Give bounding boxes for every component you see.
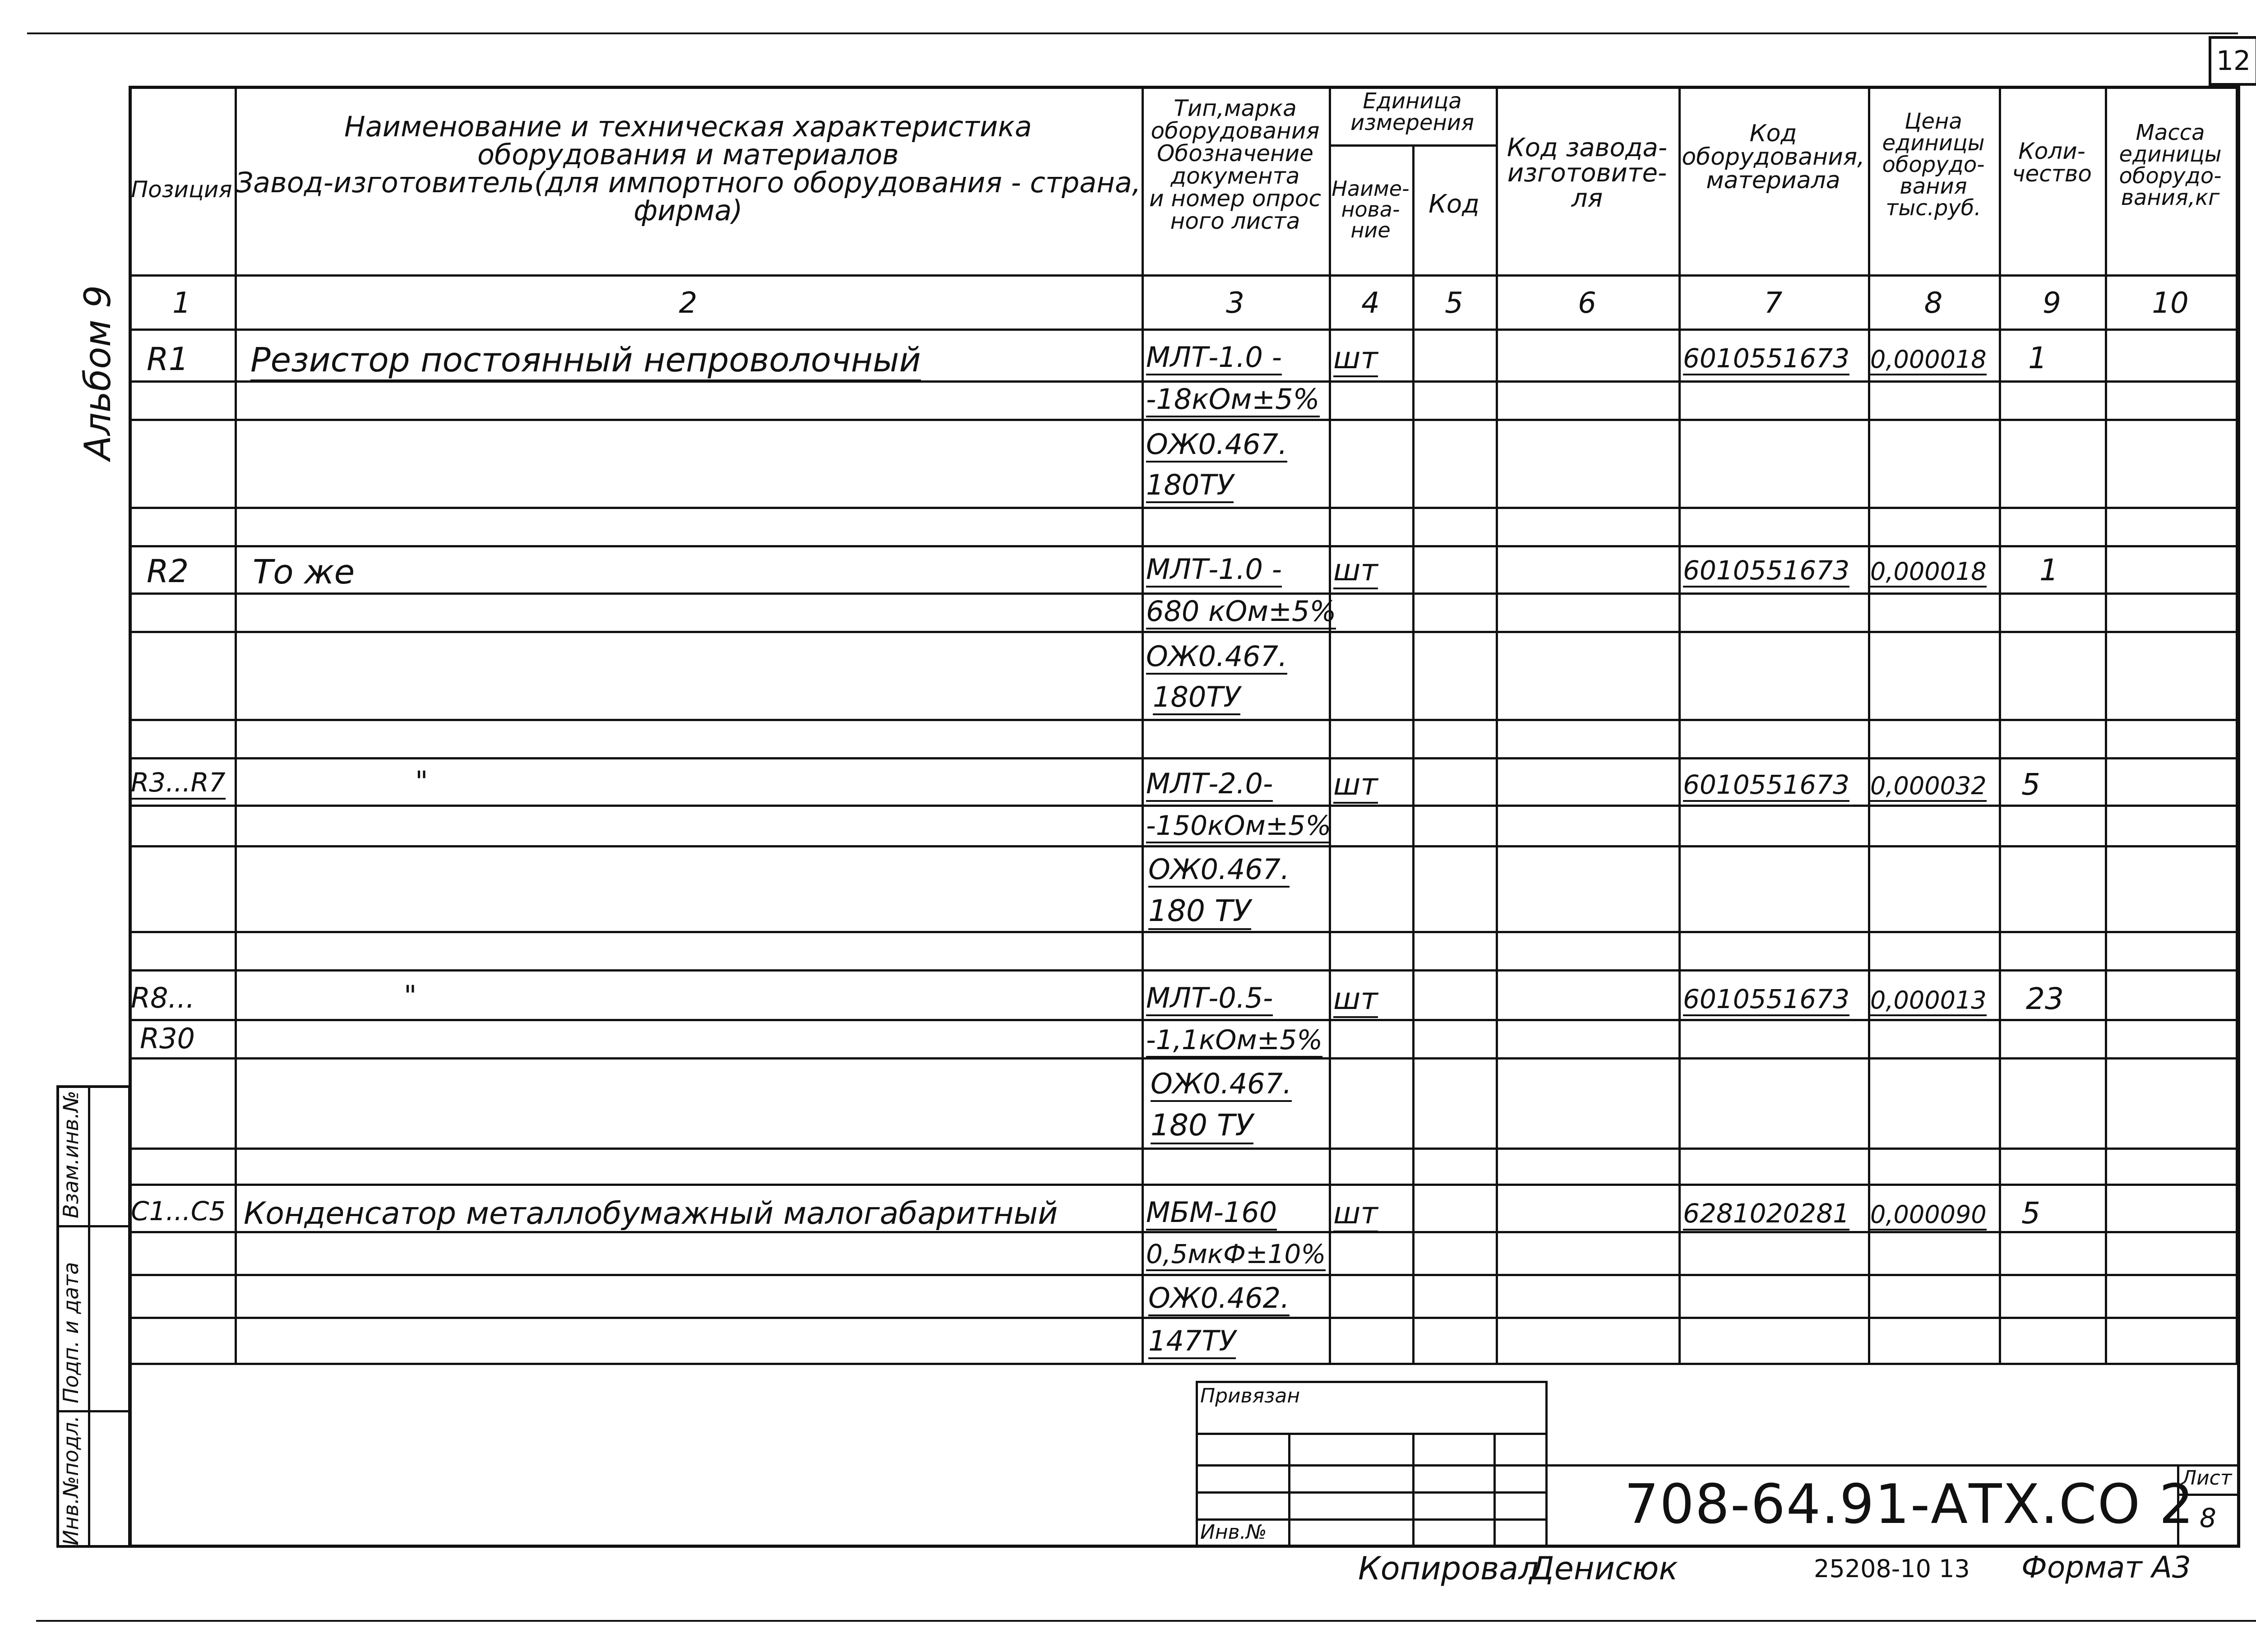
item-position: R8... [131, 981, 195, 1014]
item-type-line: -18кОм±5% [1146, 383, 1320, 417]
row-line [129, 1019, 2238, 1021]
item-type-line: ОЖ0.467. [1148, 853, 1290, 888]
corner-number: 12 [2216, 45, 2251, 77]
unit-group-line [1329, 144, 1496, 147]
footer-copier-name: Денисюк [1530, 1550, 1678, 1587]
item-unit: шт [1333, 553, 1378, 589]
row-line [129, 931, 2238, 933]
col-number-10: 10 [2152, 287, 2189, 320]
stamp-line [1288, 1433, 1290, 1548]
stamp-sheet-number: 8 [2200, 1503, 2216, 1533]
col-line [235, 86, 237, 1363]
item-qty: 1 [2039, 553, 2058, 588]
item-position: R3...R7 [131, 767, 226, 800]
col-line [1412, 144, 1415, 1363]
col-number-1: 1 [172, 287, 191, 320]
item-type-line: ОЖ0.467. [1146, 428, 1287, 463]
item-code: 6010551673 [1683, 343, 1849, 375]
item-qty: 5 [2021, 767, 2040, 802]
side-stamp-row-line [56, 1410, 131, 1412]
stamp-line [1196, 1433, 1545, 1435]
footer-order-number: 25208-10 13 [1814, 1555, 1970, 1583]
item-type-line: ОЖ0.467. [1146, 640, 1287, 675]
col-number-5: 5 [1445, 287, 1463, 320]
bottom-trim-line [36, 1620, 2256, 1622]
row-line [129, 419, 2238, 421]
row-line [129, 969, 2238, 972]
table-bottom-line [129, 1363, 2238, 1365]
item-name: Резистор постоянный непроволочный [250, 341, 921, 381]
footer-copied: Копировал [1358, 1550, 1539, 1587]
row-line [129, 1317, 2238, 1319]
item-type-line: МЛТ-1.0 - [1146, 553, 1282, 588]
header-col-price: Цена единицы оборудо- вания тыс.руб. [1882, 109, 1985, 221]
header-col-mass: Масса единицы оборудо- вания,кг [2119, 120, 2222, 210]
header-col-factory-code: Код завода- изготовите- ля [1507, 133, 1668, 213]
col-number-6: 6 [1578, 287, 1596, 320]
item-code: 6010551673 [1683, 769, 1849, 802]
stamp-inv-no: Инв.№ [1200, 1521, 1267, 1544]
item-type-line: -1,1кОм±5% [1146, 1024, 1322, 1058]
item-qty: 1 [2028, 341, 2047, 375]
stamp-line [1412, 1433, 1415, 1548]
header-col-unit-code: Код [1428, 190, 1479, 219]
stamp-privyazan: Привязан [1200, 1384, 1300, 1407]
col-number-7: 7 [1764, 287, 1783, 320]
stamp-line [1196, 1381, 1545, 1383]
header-col-name: Наименование и техническая характеристика оборудования и материалов Завод-изготовитель(для импортного оборудования - страна, фирма) [235, 110, 1141, 227]
item-code: 6010551673 [1683, 555, 1849, 588]
stamp-line [1493, 1433, 1496, 1548]
item-price: 0,000013 [1870, 986, 1987, 1016]
item-position: R1 [147, 341, 189, 378]
side-stamp-inv-podl: Инв.№подл. [59, 1415, 83, 1546]
row-line [129, 845, 2238, 847]
col-line [1868, 86, 1870, 1363]
row-line [129, 805, 2238, 807]
item-unit: шт [1333, 767, 1378, 804]
stamp-sheet-label: Лист [2182, 1467, 2232, 1490]
top-trim-line [27, 32, 2238, 34]
row-line [129, 757, 2238, 759]
item-type-line: 180ТУ [1146, 468, 1234, 503]
side-stamp-row-line [56, 1225, 131, 1227]
item-type-line: ОЖ0.462. [1148, 1282, 1290, 1316]
item-type-line: 147ТУ [1148, 1324, 1236, 1359]
stamp-line [1196, 1464, 1545, 1467]
col-number-4: 4 [1361, 287, 1380, 320]
col-line [1142, 86, 1144, 1363]
row-line [129, 507, 2238, 509]
item-unit: шт [1333, 981, 1378, 1018]
item-price: 0,000032 [1870, 772, 1987, 802]
item-code: 6281020281 [1683, 1198, 1849, 1231]
row-line [129, 545, 2238, 547]
row-line [129, 631, 2238, 633]
col-number-9: 9 [2043, 287, 2061, 320]
item-type-line: ОЖ0.467. [1151, 1067, 1292, 1102]
item-type-line: МЛТ-0.5- [1146, 981, 1273, 1016]
footer-format: Формат А3 [2021, 1550, 2191, 1585]
item-position: C1...C5 [131, 1196, 226, 1226]
item-type-line: -150кОм±5% [1146, 810, 1331, 843]
side-stamp-vzam-inv: Взам.инв.№ [59, 1090, 83, 1218]
header-bottom-line [129, 274, 2238, 277]
header-unit-group: Единица измерения [1350, 88, 1474, 135]
numbers-bottom-line [129, 329, 2238, 331]
side-stamp-podp-data: Подп. и дата [59, 1262, 83, 1403]
col-number-3: 3 [1226, 287, 1244, 320]
header-col-type: Тип,марка оборудования Обозначение документа и номер опрос ного листа [1149, 95, 1321, 234]
item-type-line: МБМ-160 [1146, 1196, 1277, 1231]
document-designation: 708-64.91-АТХ.СО 2 [1624, 1473, 2195, 1536]
item-price: 0,000018 [1870, 345, 1987, 375]
stamp-line [1196, 1491, 1545, 1494]
item-type-line: МЛТ-2.0- [1146, 767, 1273, 802]
row-line [129, 719, 2238, 721]
col-line [1496, 86, 1498, 1363]
row-line [129, 1184, 2238, 1186]
item-type-line: 180ТУ [1153, 680, 1240, 715]
header-col-unit-name: Наиме- нова- ние [1331, 176, 1410, 242]
item-qty: 23 [2026, 981, 2064, 1016]
item-name: То же [253, 553, 355, 592]
row-line [129, 1274, 2238, 1276]
header-col-equipment-code: Код оборудования, материала [1682, 120, 1865, 194]
col-line [1678, 86, 1681, 1363]
col-number-2: 2 [679, 287, 698, 320]
item-type-line: 180 ТУ [1151, 1108, 1253, 1144]
item-name: " [404, 979, 417, 1012]
side-stamp-divider [88, 1085, 90, 1548]
album-label: Альбом 9 [77, 285, 119, 460]
item-type-line: 680 кОм±5% [1146, 595, 1336, 629]
item-code: 6010551673 [1683, 984, 1849, 1016]
col-line [2105, 86, 2107, 1363]
item-qty: 5 [2021, 1196, 2040, 1231]
item-price: 0,000090 [1870, 1200, 1987, 1231]
col-line [1999, 86, 2001, 1363]
header-col-qty: Коли- чество [2012, 138, 2092, 187]
item-name: " [415, 765, 428, 798]
header-col-position: Позиция [131, 176, 232, 203]
item-price: 0,000018 [1870, 557, 1987, 588]
item-unit: шт [1333, 341, 1378, 377]
item-position: R2 [147, 553, 189, 590]
item-type-line: 0,5мкФ±10% [1146, 1239, 1326, 1271]
item-type-line: 180 ТУ [1148, 893, 1251, 930]
item-name: Конденсатор металлобумажный малогабаритный [244, 1196, 1058, 1233]
row-line [129, 1148, 2238, 1150]
col-line [1329, 86, 1331, 1363]
col-line [2236, 86, 2238, 1363]
col-number-8: 8 [1924, 287, 1943, 320]
item-type-line: МЛТ-1.0 - [1146, 341, 1282, 375]
stamp-line [1545, 1464, 2238, 1467]
item-unit: шт [1333, 1196, 1378, 1232]
item-position: R30 [140, 1022, 195, 1055]
